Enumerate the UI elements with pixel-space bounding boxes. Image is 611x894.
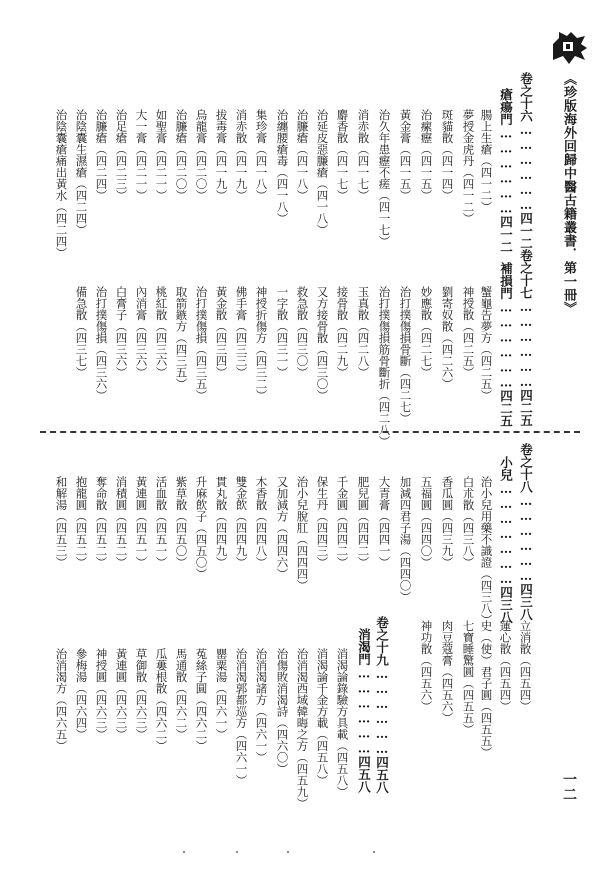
series-title: 《珍版海外回歸中醫古籍叢書．第一冊》: [561, 72, 576, 315]
list-item: 治延皮惡臁瘡（四一八）: [315, 109, 330, 236]
list-item: 大青膏（四四一）: [377, 476, 392, 568]
list-item: 七寶睡驚圓（四五五）: [461, 620, 476, 735]
list-item: 備急散（四三七）: [74, 286, 89, 378]
page-number: 一二: [561, 772, 577, 802]
list-item: 一字散（四三一）: [275, 286, 290, 378]
list-item: 黃連圓（四五一）: [134, 476, 149, 568]
list-item: 馬通散（四六二）: [174, 648, 189, 740]
list-item: 大一膏（四二一）: [134, 109, 149, 201]
list-item: 加減四君子湯（四四〇）: [398, 476, 413, 603]
list-item: 黃金膏（四一五）: [398, 109, 413, 201]
volume-header-19: 卷之十九………………四五八: [374, 616, 390, 794]
list-item: 佛手膏（四三三）: [234, 286, 249, 378]
list-item: 治打撲傷損筋骨斷折（四二八）: [377, 286, 392, 447]
list-item: 夢授金虎丹（四一二）: [461, 109, 476, 224]
list-item: 治久年患癧不瘥（四一七）: [377, 109, 392, 247]
list-item: 瓜蔞根散（四六二）: [154, 648, 169, 752]
list-item: 內消膏（四三六）: [134, 286, 149, 378]
list-item: 抱龍圓（四五二）: [74, 476, 89, 568]
list-item: 桃紅散（四三六）: [154, 286, 169, 378]
list-item: 保生丹（四四三）: [315, 476, 330, 568]
list-item: 菟絲子圓（四六二）: [194, 648, 209, 752]
list-item: 取箭鏃方（四三五）: [174, 286, 189, 390]
list-item: 紫草散（四五〇）: [174, 476, 189, 568]
list-item: 治消渴方（四六五）: [54, 648, 69, 752]
list-item: 史（使）君子圓（四五五）: [479, 620, 494, 758]
list-item: 五福圓（四四〇）: [419, 476, 434, 568]
list-item: 和解湯（四五三）: [54, 476, 69, 568]
list-item: 集珍膏（四一八）: [254, 109, 269, 201]
scan-mark: [183, 851, 185, 853]
list-item: 消赤散（四一七）: [356, 109, 371, 201]
list-item: 消渴論千金方載（四五八）: [315, 648, 330, 786]
volume-header-16: 卷之十六………………四一二: [518, 72, 534, 250]
scan-mark: [287, 851, 289, 853]
seal-logo: [549, 30, 589, 66]
list-item: 治傷敗消渴詩（四六〇）: [275, 648, 290, 775]
list-item: 貫丸散（四四九）: [214, 476, 229, 568]
list-item: 妙應散（四二七）: [419, 286, 434, 378]
list-item: 黃連圓（四六三）: [114, 648, 129, 740]
list-item: 奪命散（四五二）: [94, 476, 109, 568]
list-item: 接骨散（四二九）: [335, 286, 350, 378]
list-item: 治陰囊瘡痛出黃水（四二四）: [54, 109, 69, 259]
list-item: 腸上生瘡（四一二）: [479, 109, 494, 213]
list-item: 斑貓散（四一四）: [440, 109, 455, 201]
section-header-thirst: 消渴門………………四五八: [356, 628, 372, 793]
list-item: 治陰囊生濕瘡（四二四）: [74, 109, 89, 236]
list-item: 治小兒用藥不識證（四三八）: [479, 476, 494, 626]
list-item: 千金圓（四四二）: [335, 476, 350, 568]
section-header-injury: 補損門………………四二五: [498, 262, 514, 427]
list-item: 消積圓（四五二）: [114, 476, 129, 568]
list-item: 立消散（四五四）: [518, 620, 533, 712]
scan-mark: [236, 851, 238, 853]
volume-header-18: 卷之十八………………四三八: [518, 443, 534, 621]
list-item: 又方接骨散（四三〇）: [315, 286, 330, 401]
list-item: 肉豆蔻膏（四五六）: [440, 620, 455, 724]
list-item: 草御散（四六三）: [134, 648, 149, 740]
list-item: 木香散（四四八）: [254, 476, 269, 568]
list-item: 治足瘡（四二三）: [114, 109, 129, 201]
list-item: 罌粟湯（四六一）: [214, 648, 229, 740]
list-item: 治打撲傷損（四三六）: [94, 286, 109, 401]
list-item: 治纏腰瘡毒（四一八）: [275, 109, 290, 224]
list-item: 治消渴西域韓晦之方（四五九）: [295, 648, 310, 809]
list-item: 治消渴郭都巡方（四六一）: [234, 648, 249, 786]
list-item: 治臁瘡（四二四）: [94, 109, 109, 201]
list-item: 蓮心散（四五四）: [498, 620, 513, 712]
list-item: 蟹龜告夢方（四二五）: [479, 286, 494, 401]
list-item: 治打撲傷損（四三五）: [194, 286, 209, 401]
list-item: 治臁瘡（四一八）: [295, 109, 310, 201]
list-item: 白朮散（四三八）: [461, 476, 476, 568]
volume-header-17: 卷之十七………………四二五: [518, 249, 534, 427]
list-item: 消渴論錄驗方具載（四五八）: [335, 648, 350, 798]
list-item: 參梅湯（四六四）: [74, 648, 89, 740]
list-item: 治小兒脫肛（四四四）: [295, 476, 310, 591]
list-item: 劉寄奴散（四二六）: [440, 286, 455, 390]
list-item: 黃金散（四三四）: [214, 286, 229, 378]
list-item: 白膏子（四三六）: [114, 286, 129, 378]
list-item: 治消渴諸方（四六一）: [254, 648, 269, 763]
list-item: 玉真散（四二八）: [356, 286, 371, 378]
list-item: 神授散（四二五）: [461, 286, 476, 378]
list-item: 又加減方（四四六）: [275, 476, 290, 580]
list-item: 香瓜圓（四三九）: [440, 476, 455, 568]
list-item: 肥兒圓（四四二）: [356, 476, 371, 568]
list-item: 拔毒膏（四一九）: [214, 109, 229, 201]
list-item: 烏龍膏（四二〇）: [194, 109, 209, 201]
list-item: 治瘰癧（四一五）: [419, 109, 434, 201]
list-item: 消赤散（四一九）: [234, 109, 249, 201]
section-divider: [40, 431, 580, 433]
list-item: 如聖膏（四二一）: [154, 109, 169, 201]
list-item: 雙金飲（四四九）: [234, 476, 249, 568]
list-item: 治臁瘡（四二〇）: [174, 109, 189, 201]
scan-mark: [373, 851, 375, 853]
list-item: 神功散（四五六）: [419, 620, 434, 712]
list-item: 麝香散（四一七）: [335, 109, 350, 201]
list-item: 治打撲傷損骨斷（四二七）: [398, 286, 413, 424]
list-item: 升麻飲子（四五〇）: [194, 476, 209, 580]
list-item: 活血散（四五一）: [154, 476, 169, 568]
list-item: 救急散（四三〇）: [295, 286, 310, 378]
section-header-sores: 瘡瘍門………………四一二: [498, 88, 514, 253]
list-item: 神授圓（四六三）: [94, 648, 109, 740]
list-item: 神授折傷方（四三二）: [254, 286, 269, 401]
section-header-children: 小兒…………………四三八: [498, 456, 514, 624]
